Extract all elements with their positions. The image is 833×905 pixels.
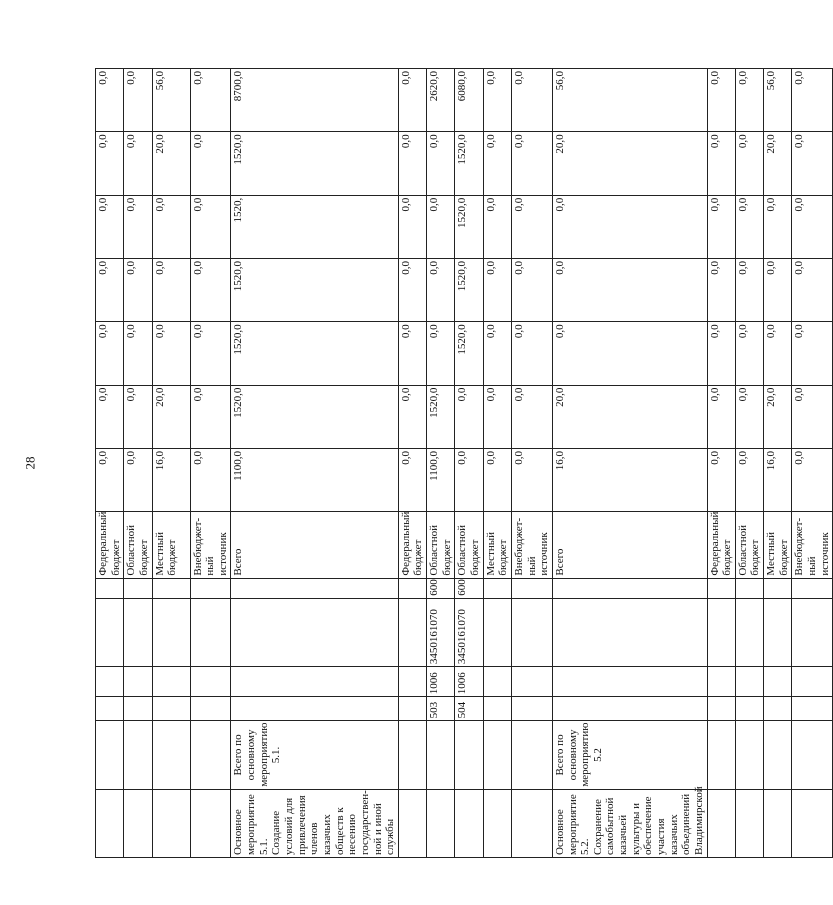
table-row xyxy=(427,69,455,858)
expense-type-cell xyxy=(735,578,763,598)
year-value-cell: 0,0 xyxy=(735,259,763,322)
year-value-cell: 1520,0 xyxy=(231,259,398,322)
target-article-cell xyxy=(552,598,707,666)
year-value-cell: 0,0 xyxy=(427,322,455,385)
year-value-cell: 20,0 xyxy=(552,385,707,448)
grbs-code-cell xyxy=(707,697,735,721)
activity-cell: Основное мероприятие 5.2. Сохранение самобытной казачьей культуры и обеспечение участия казачьих объединений Владимирской xyxy=(552,789,707,857)
grbs-code-cell xyxy=(398,697,426,721)
table-row xyxy=(190,69,231,858)
year-value-cell: 0,0 xyxy=(190,132,231,195)
funding-source-cell: Федеральный бюджет xyxy=(707,512,735,578)
expense-type-cell xyxy=(398,578,426,598)
activity-cell xyxy=(483,789,511,857)
year-value-cell: 0,0 xyxy=(124,385,152,448)
year-value-cell: 0,0 xyxy=(735,385,763,448)
activity-cell xyxy=(427,789,455,857)
section-code-cell xyxy=(398,667,426,697)
grbs-code-cell: 504 xyxy=(455,697,483,721)
year-value-cell: 20,0 xyxy=(764,132,792,195)
total-value-cell: 0,0 xyxy=(483,69,511,132)
section-code-cell xyxy=(483,667,511,697)
target-article-cell xyxy=(707,598,735,666)
year-value-cell: 0,0 xyxy=(96,385,124,448)
total-value-cell: 56,0 xyxy=(764,69,792,132)
section-code-cell xyxy=(231,667,398,697)
section-code-cell: 1006 xyxy=(455,667,483,697)
year-value-cell: 0,0 xyxy=(707,132,735,195)
funding-source-cell: Всего xyxy=(552,512,707,578)
year-value-cell: 0,0 xyxy=(398,132,426,195)
total-cell xyxy=(152,721,190,789)
total-value-cell: 0,0 xyxy=(398,69,426,132)
grbs-code-cell xyxy=(231,697,398,721)
total-cell xyxy=(511,721,552,789)
year-value-cell: 0,0 xyxy=(511,195,552,258)
total-value-cell: 0,0 xyxy=(124,69,152,132)
activity-cell xyxy=(398,789,426,857)
total-cell xyxy=(764,721,792,789)
year-value-cell: 0,0 xyxy=(96,259,124,322)
section-code-cell xyxy=(190,667,231,697)
year-value-cell: 0,0 xyxy=(735,132,763,195)
year-value-cell: 0,0 xyxy=(552,195,707,258)
year-value-cell: 0,0 xyxy=(707,259,735,322)
table-row xyxy=(764,69,792,858)
activity-cell xyxy=(511,789,552,857)
target-article-cell xyxy=(152,598,190,666)
funding-source-cell: Местный бюджет xyxy=(152,512,190,578)
funding-source-cell: Областной бюджет xyxy=(455,512,483,578)
year-value-cell: 0,0 xyxy=(735,322,763,385)
expense-type-cell: 600 xyxy=(455,578,483,598)
year-value-cell: 0,0 xyxy=(455,385,483,448)
year-value-cell: 0,0 xyxy=(735,195,763,258)
year-value-cell: 0,0 xyxy=(190,385,231,448)
grbs-code-cell xyxy=(552,697,707,721)
grbs-code-cell xyxy=(511,697,552,721)
year-value-cell: 0,0 xyxy=(764,259,792,322)
year-value-cell: 0,0 xyxy=(124,195,152,258)
table-body xyxy=(96,69,833,858)
year-value-cell: 0,0 xyxy=(511,385,552,448)
expense-type-cell: 600 xyxy=(427,578,455,598)
year-value-cell: 0,0 xyxy=(511,322,552,385)
grbs-code-cell xyxy=(483,697,511,721)
year-value-cell: 0,0 xyxy=(427,259,455,322)
year-value-cell: 0,0 xyxy=(707,322,735,385)
table-row xyxy=(792,69,833,858)
activity-cell xyxy=(455,789,483,857)
target-article-cell xyxy=(735,598,763,666)
funding-source-cell: Местный бюджет xyxy=(483,512,511,578)
year-value-cell: 0,0 xyxy=(96,448,124,511)
total-cell xyxy=(707,721,735,789)
year-value-cell: 0,0 xyxy=(735,448,763,511)
activity-cell xyxy=(764,789,792,857)
total-value-cell: 2620,0 xyxy=(427,69,455,132)
page-number: 28 xyxy=(22,456,38,470)
target-article-cell xyxy=(231,598,398,666)
year-value-cell: 20,0 xyxy=(152,132,190,195)
total-cell xyxy=(792,721,833,789)
table-row xyxy=(511,69,552,858)
grbs-code-cell xyxy=(96,697,124,721)
expense-type-cell xyxy=(511,578,552,598)
section-code-cell xyxy=(764,667,792,697)
table-row xyxy=(152,69,190,858)
table-row xyxy=(707,69,735,858)
target-article-cell xyxy=(398,598,426,666)
year-value-cell: 1520,0 xyxy=(455,322,483,385)
funding-source-cell: Внебюджет-ный источник xyxy=(190,512,231,578)
year-value-cell: 0,0 xyxy=(483,385,511,448)
total-cell: Всего по основному мероприятию 5.1. xyxy=(231,721,398,789)
year-value-cell: 0,0 xyxy=(190,322,231,385)
table-row xyxy=(483,69,511,858)
year-value-cell: 0,0 xyxy=(190,259,231,322)
year-value-cell: 0,0 xyxy=(124,259,152,322)
year-value-cell: 0,0 xyxy=(792,195,833,258)
total-cell xyxy=(124,721,152,789)
expense-type-cell xyxy=(707,578,735,598)
grbs-code-cell xyxy=(190,697,231,721)
year-value-cell: 0,0 xyxy=(483,448,511,511)
year-value-cell: 0,0 xyxy=(707,448,735,511)
year-value-cell: 0,0 xyxy=(124,322,152,385)
year-value-cell: 1520,0 xyxy=(231,385,398,448)
total-cell xyxy=(96,721,124,789)
expense-type-cell xyxy=(152,578,190,598)
target-article-cell xyxy=(96,598,124,666)
year-value-cell: 0,0 xyxy=(483,322,511,385)
expense-type-cell xyxy=(231,578,398,598)
year-value-cell: 0,0 xyxy=(483,132,511,195)
year-value-cell: 0,0 xyxy=(552,259,707,322)
total-value-cell: 0,0 xyxy=(792,69,833,132)
activity-cell xyxy=(124,789,152,857)
table-row xyxy=(455,69,483,858)
expense-type-cell xyxy=(792,578,833,598)
year-value-cell: 0,0 xyxy=(190,195,231,258)
table-row xyxy=(735,69,763,858)
funding-source-cell: Федеральный бюджет xyxy=(398,512,426,578)
target-article-cell xyxy=(792,598,833,666)
year-value-cell: 1520,0 xyxy=(455,259,483,322)
year-value-cell: 0,0 xyxy=(152,195,190,258)
expense-type-cell xyxy=(764,578,792,598)
year-value-cell: 0,0 xyxy=(707,385,735,448)
year-value-cell: 0,0 xyxy=(152,259,190,322)
year-value-cell: 0,0 xyxy=(427,132,455,195)
year-value-cell: 0,0 xyxy=(124,448,152,511)
total-value-cell: 0,0 xyxy=(735,69,763,132)
activity-cell xyxy=(735,789,763,857)
year-value-cell: 0,0 xyxy=(792,322,833,385)
total-cell xyxy=(735,721,763,789)
target-article-cell: 3450161070 xyxy=(427,598,455,666)
target-article-cell xyxy=(124,598,152,666)
section-code-cell xyxy=(735,667,763,697)
table-row xyxy=(124,69,152,858)
activity-cell xyxy=(96,789,124,857)
total-value-cell: 0,0 xyxy=(190,69,231,132)
total-value-cell: 56,0 xyxy=(152,69,190,132)
target-article-cell: 3450161070 xyxy=(455,598,483,666)
total-cell xyxy=(398,721,426,789)
year-value-cell: 0,0 xyxy=(552,322,707,385)
year-value-cell: 0,0 xyxy=(398,322,426,385)
expense-type-cell xyxy=(552,578,707,598)
section-code-cell xyxy=(707,667,735,697)
year-value-cell: 0,0 xyxy=(483,195,511,258)
year-value-cell: 1520,0 xyxy=(427,385,455,448)
section-code-cell xyxy=(124,667,152,697)
funding-source-cell: Внебюджет-ный источник xyxy=(792,512,833,578)
year-value-cell: 0,0 xyxy=(792,132,833,195)
year-value-cell: 0,0 xyxy=(511,132,552,195)
total-value-cell: 0,0 xyxy=(511,69,552,132)
year-value-cell: 16,0 xyxy=(152,448,190,511)
year-value-cell: 0,0 xyxy=(792,385,833,448)
year-value-cell: 0,0 xyxy=(398,385,426,448)
year-value-cell: 1520,0 xyxy=(231,132,398,195)
year-value-cell: 0,0 xyxy=(511,259,552,322)
funding-source-cell: Внебюджет-ный источник xyxy=(511,512,552,578)
year-value-cell: 0,0 xyxy=(190,448,231,511)
funding-source-cell: Областной бюджет xyxy=(735,512,763,578)
section-code-cell: 1006 xyxy=(427,667,455,697)
total-value-cell: 0,0 xyxy=(96,69,124,132)
funding-source-cell: Федеральный бюджет xyxy=(96,512,124,578)
total-cell xyxy=(190,721,231,789)
total-cell xyxy=(427,721,455,789)
grbs-code-cell xyxy=(764,697,792,721)
year-value-cell: 1520,0 xyxy=(231,322,398,385)
funding-source-cell: Областной бюджет xyxy=(427,512,455,578)
year-value-cell: 20,0 xyxy=(764,385,792,448)
year-value-cell: 0,0 xyxy=(96,322,124,385)
year-value-cell: 0,0 xyxy=(455,448,483,511)
expense-type-cell xyxy=(124,578,152,598)
year-value-cell: 0,0 xyxy=(124,132,152,195)
target-article-cell xyxy=(764,598,792,666)
year-value-cell: 0,0 xyxy=(427,195,455,258)
total-value-cell: 0,0 xyxy=(707,69,735,132)
year-value-cell: 1520,0 xyxy=(455,132,483,195)
table-row xyxy=(96,69,124,858)
activity-cell xyxy=(152,789,190,857)
year-value-cell: 16,0 xyxy=(764,448,792,511)
funding-source-cell: Всего xyxy=(231,512,398,578)
grbs-code-cell: 503 xyxy=(427,697,455,721)
section-code-cell xyxy=(152,667,190,697)
year-value-cell: 0,0 xyxy=(764,195,792,258)
total-cell xyxy=(455,721,483,789)
expense-type-cell xyxy=(96,578,124,598)
grbs-code-cell xyxy=(124,697,152,721)
table-row xyxy=(398,69,426,858)
year-value-cell: 0,0 xyxy=(96,132,124,195)
year-value-cell: 1100,0 xyxy=(427,448,455,511)
activity-cell: Основное мероприятие 5.1. Создание условий для привлечения членов казачьих обществ к несению государствен-ной и иной службы xyxy=(231,789,398,857)
funding-source-cell: Областной бюджет xyxy=(124,512,152,578)
total-value-cell: 8700,0 xyxy=(231,69,398,132)
budget-table xyxy=(95,68,833,858)
total-cell xyxy=(483,721,511,789)
year-value-cell: 0,0 xyxy=(96,195,124,258)
table-row xyxy=(231,69,398,858)
target-article-cell xyxy=(511,598,552,666)
year-value-cell: 0,0 xyxy=(152,322,190,385)
target-article-cell xyxy=(483,598,511,666)
year-value-cell: 0,0 xyxy=(398,448,426,511)
year-value-cell: 0,0 xyxy=(764,322,792,385)
year-value-cell: 20,0 xyxy=(552,132,707,195)
grbs-code-cell xyxy=(152,697,190,721)
funding-source-cell: Местный бюджет xyxy=(764,512,792,578)
year-value-cell: 0,0 xyxy=(398,195,426,258)
year-value-cell: 0,0 xyxy=(483,259,511,322)
section-code-cell xyxy=(792,667,833,697)
activity-cell xyxy=(190,789,231,857)
year-value-cell: 0,0 xyxy=(511,448,552,511)
year-value-cell: 20,0 xyxy=(152,385,190,448)
expense-type-cell xyxy=(483,578,511,598)
year-value-cell: 1520, xyxy=(231,195,398,258)
table-row xyxy=(552,69,707,858)
section-code-cell xyxy=(96,667,124,697)
year-value-cell: 0,0 xyxy=(792,259,833,322)
year-value-cell: 0,0 xyxy=(398,259,426,322)
activity-cell xyxy=(792,789,833,857)
year-value-cell: 1100,0 xyxy=(231,448,398,511)
year-value-cell: 16,0 xyxy=(552,448,707,511)
expense-type-cell xyxy=(190,578,231,598)
year-value-cell: 0,0 xyxy=(792,448,833,511)
year-value-cell: 1520,0 xyxy=(455,195,483,258)
rotated-table-container xyxy=(95,68,831,858)
total-value-cell: 6080,0 xyxy=(455,69,483,132)
target-article-cell xyxy=(190,598,231,666)
grbs-code-cell xyxy=(735,697,763,721)
total-value-cell: 56,0 xyxy=(552,69,707,132)
activity-cell xyxy=(707,789,735,857)
section-code-cell xyxy=(552,667,707,697)
year-value-cell: 0,0 xyxy=(707,195,735,258)
section-code-cell xyxy=(511,667,552,697)
total-cell: Всего по основному мероприятию 5.2 xyxy=(552,721,707,789)
grbs-code-cell xyxy=(792,697,833,721)
